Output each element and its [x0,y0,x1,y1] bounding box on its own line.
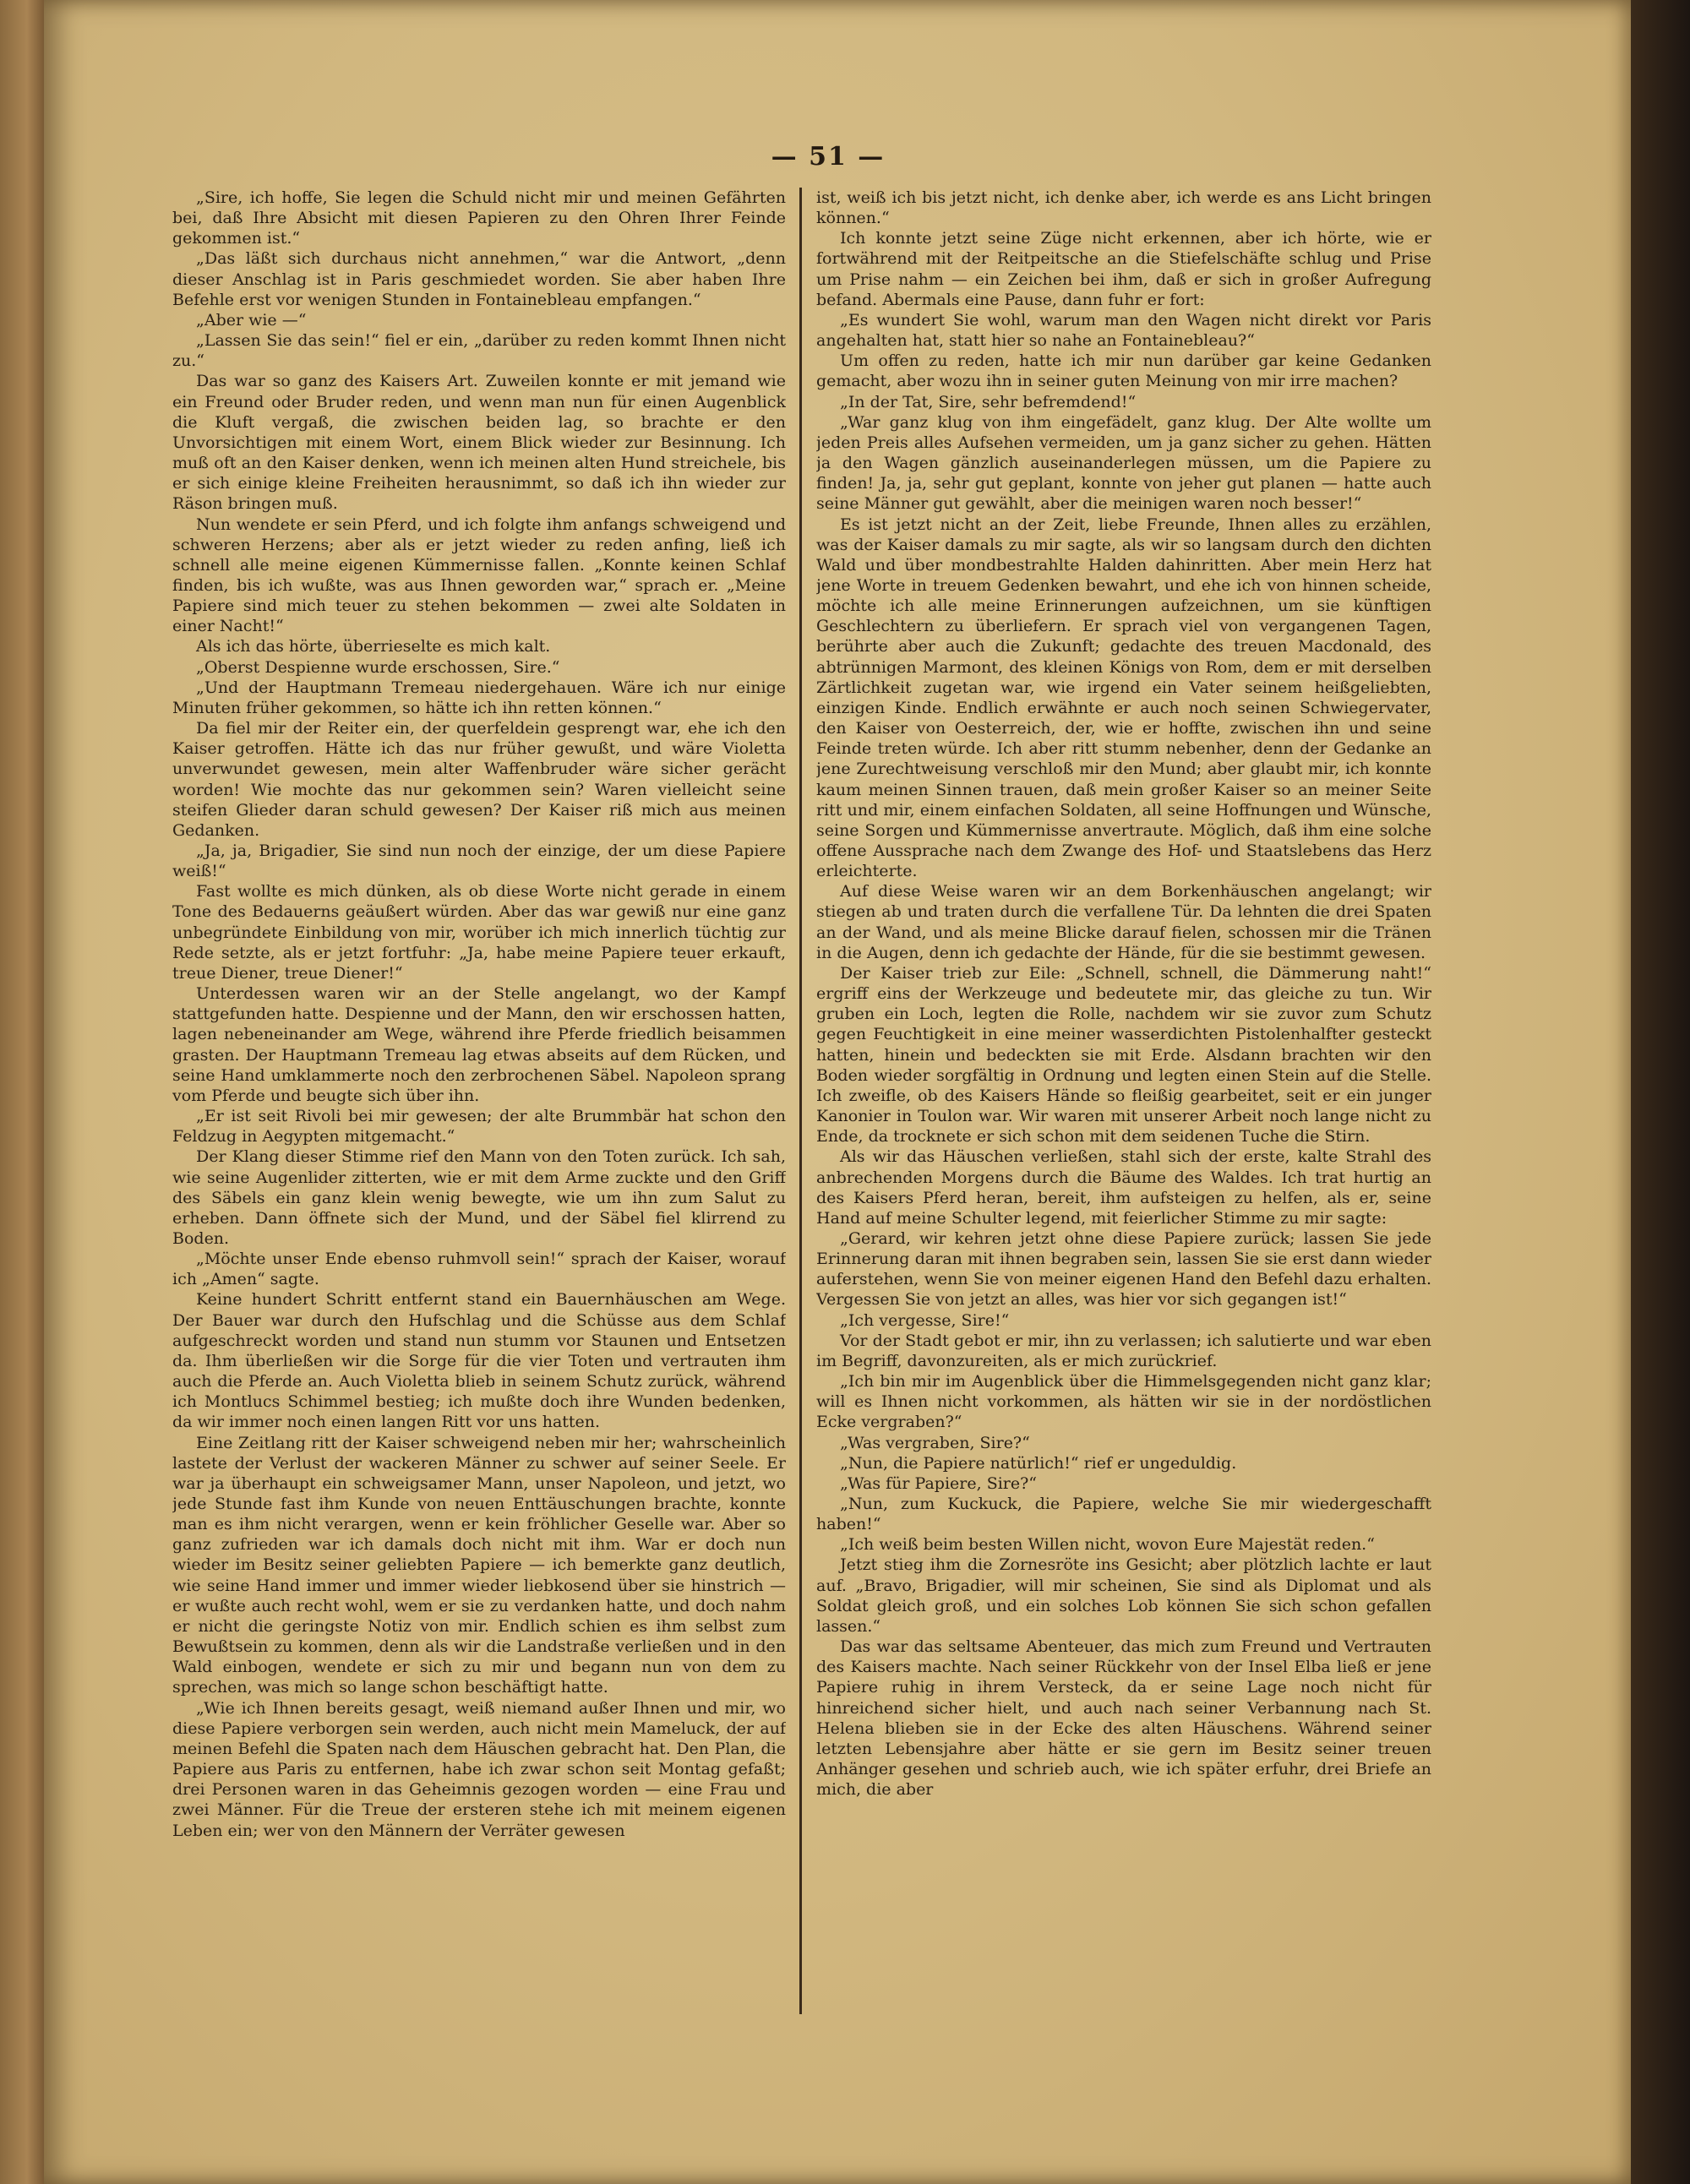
paragraph: „Was für Papiere, Sire?“ [840,1473,1038,1493]
paragraph: Als wir das Häuschen verließen, stahl sich der erste, kalte Strahl des anbrechenden Morgens durch die Bäume des Waldes. Ich trat hurtig an des Kaisers Pferd heran, bereit, ihm aufsteigen zu helfen, als er, seine Hand auf meine Schulter legend, mit feierlicher Stimme zu mir sagte: [816,1147,1431,1228]
paragraph: „Nun, die Papiere natürlich!“ rief er ungeduldig. [840,1453,1237,1473]
page-number: — 51 — [771,142,886,172]
text-column-right [816,188,1431,2025]
paragraph: „Nun, zum Kuckuck, die Papiere, welche Sie mir wiedergeschafft haben!“ [816,1495,1431,1534]
paragraph: Vor der Stadt gebot er mir, ihn zu verlassen; ich salutierte und war eben im Begriff, davonzureiten, als er mich zurückrief. [816,1331,1431,1370]
left-page-edge [0,0,49,2184]
paragraph: Nun wendete er sein Pferd, und ich folgte ihm anfangs schweigend und schweren Herzens; aber als er jetzt wieder zu reden anfing, ließ ich schnell alle meine eigenen Kümmernisse fallen. „Konnte keinen Schlaf finden, bis ich wußte, was aus Ihnen geworden war,“ sprach er. „Meine Papiere sind mich teuer zu stehen bekommen — zwei alte Soldaten in einer Nacht!“ [172,515,786,636]
column-divider [799,188,802,2014]
paragraph: Unterdessen waren wir an der Stelle angelangt, wo der Kampf stattgefunden hatte. Despienne und der Mann, den wir erschossen hatten, lagen nebeneinander am Wege, während ihre Pferde friedlich beisammen grasten. Der Hauptmann Tremeau lag etwas abseits auf dem Rücken, und seine Hand umklammerte noch den zerbrochenen Säbel. Napoleon sprang vom Pferde und beugte sich über ihn. [172,984,786,1105]
paragraph: ist, weiß ich bis jetzt nicht, ich denke aber, ich werde es ans Licht bringen können.“ [816,188,1431,228]
paragraph: „Oberst Despienne wurde erschossen, Sire.“ [196,657,560,677]
right-dark-margin [1631,0,1690,2184]
paragraph: Auf diese Weise waren wir an dem Borkenhäuschen angelangt; wir stiegen ab und traten durch die verfallene Tür. Da lehnten die drei Spaten an der Wand, und als meine Blicke darauf fielen, schossen mir die Tränen in die Augen, denn ich gedachte der Hände, für die sie bestimmt gewesen. [816,882,1431,962]
text-column-left [172,188,786,2025]
paragraph: „Gerard, wir kehren jetzt ohne diese Papiere zurück; lassen Sie jede Erinnerung daran mit ihnen begraben sein, lassen Sie sie erst dann wieder auferstehen, wenn Sie von meiner eigenen Hand den Befehl dazu erhalten. Vergessen Sie von jetzt an alles, was hier vor sich gegangen ist!“ [816,1228,1431,1310]
paragraph: „War ganz klug von ihm eingefädelt, ganz klug. Der Alte wollte um jeden Preis alles Aufsehen vermeiden, um ja ganz sicher zu gehen. Hätten ja den Wagen gänzlich auseinanderlegen müssen, um die Papiere zu finden! Ja, ja, sehr gut geplant, konnte von jeher gut planen — hatte auch seine Männer gut gewählt, aber die meinigen waren noch besser!“ [816,412,1431,514]
paragraph: Um offen zu reden, hatte ich mir nun darüber gar keine Gedanken gemacht, aber wozu ihn in seiner guten Meinung von mir irre machen? [816,351,1431,391]
paragraph: Das war so ganz des Kaisers Art. Zuweilen konnte er mit jemand wie ein Freund oder Bruder reden, und wenn man nun für einen Augenblick die Kluft vergaß, die zwischen beiden lag, so brachte er den Unvorsichtigen mit einem Wort, einem Blick wieder zur Besinnung. Ich muß oft an den Kaiser denken, wenn ich meinen alten Hund streichele, bis er sich einige kleine Freiheiten herausnimmt, so daß ich ihn wieder zur Räson bringen muß. [172,372,786,514]
paragraph: „Und der Hauptmann Tremeau niedergehauen. Wäre ich nur einige Minuten früher gekommen, so hätte ich ihn retten können.“ [172,678,786,717]
paragraph: „Es wundert Sie wohl, warum man den Wagen nicht direkt vor Paris angehalten hat, statt hier so nahe an Fontainebleau?“ [816,310,1431,351]
paragraph: Der Kaiser trieb zur Eile: „Schnell, schnell, die Dämmerung naht!“ ergriff eins der Werkzeuge und bedeutete mir, das gleiche zu tun. Wir gruben ein Loch, legten die Rolle, nachdem wir sie zuvor zum Schutz gegen Feuchtigkeit in eine meiner wasserdichten Pistolenhalfter gesteckt hatten, hinein und bedeckten sie mit Erde. Alsdann brachten wir den Boden wieder sorgfältig in Ordnung und legten einen Stein auf die Stelle. Ich zweifle, ob des Kaisers Hände so fleißig gearbeitet, seit er ein junger Kanonier in Toulon war. Wir waren mit unserer Arbeit noch lange nicht zu Ende, da trocknete er sich schon mit dem seidenen Tuche die Stirn. [816,963,1431,1146]
paragraph: Keine hundert Schritt entfernt stand ein Bauernhäuschen am Wege. Der Bauer war durch den Hufschlag und die Schüsse aus dem Schlaf aufgeschreckt worden und stand nun stumm vor Staunen und Entsetzen da. Ihm überließen wir die Sorge für die vier Toten und vertrauten ihm auch die Pferde an. Auch Violetta blieb in seinem Schutz zurück, während ich Montlucs Schimmel bestieg; ich mußte doch ihre Wunden bedenken, da wir immer noch einen langen Ritt vor uns hatten. [172,1290,786,1432]
paragraph: Eine Zeitlang ritt der Kaiser schweigend neben mir her; wahrscheinlich lastete der Verlust der wackeren Männer zu schwer auf seiner Seele. Er war ja überhaupt ein schweigsamer Mann, unser Napoleon, und jetzt, wo jede Stunde fast ihm Kunde von neuen Enttäuschungen brachte, konnte man es ihm nicht verargen, wenn er kein fröhlicher Geselle war. Aber so ganz zufrieden war ich damals doch nicht mit ihm. War er doch nun wieder im Besitz seiner geliebten Papiere — ich bemerkte ganz deutlich, wie seine Hand immer und immer wieder liebkosend über sie hinstrich — er wußte auch recht wohl, wem er sie zu verdanken hatte, und doch nahm er nicht die geringste Notiz von mir. Endlich schien es ihm selbst zum Bewußtsein zu kommen, denn als wir die Landstraße verließen und in den Wald einbogen, wendete er sich zu mir und begann nun von dem zu sprechen, was mich so lange schon beschäftigt hatte. [172,1433,786,1697]
paragraph: „In der Tat, Sire, sehr befremdend!“ [840,392,1137,411]
paragraph: „Ja, ja, Brigadier, Sie sind nun noch der einzige, der um diese Papiere weiß!“ [172,841,786,881]
paragraph: „Lassen Sie das sein!“ fiel er ein, „darüber zu reden kommt Ihnen nicht zu.“ [172,331,786,371]
paragraph: Fast wollte es mich dünken, als ob diese Worte nicht gerade in einem Tone des Bedauerns geäußert würden. Aber das war gewiß nur eine ganz unbegründete Einbildung von mir, worüber ich mich innerlich tüchtig zur Rede setzte, als er jetzt fortfuhr: „Ja, habe meine Papiere teuer erkauft, treue Diener, treue Diener!“ [172,882,786,983]
paragraph: „Ich vergesse, Sire!“ [840,1310,1010,1330]
paragraph: Der Klang dieser Stimme rief den Mann von den Toten zurück. Ich sah, wie seine Augenlider zitterten, wie er mit dem Arme zuckte und den Griff des Säbels ein ganz klein wenig bewegte, wie um ihn zum Salut zu erheben. Dann öffnete sich der Mund, und der Säbel fiel klirrend zu Boden. [172,1147,786,1248]
paragraph: „Aber wie —“ [196,310,307,330]
paragraph: „Das läßt sich durchaus nicht annehmen,“ war die Antwort, „denn dieser Anschlag ist in Paris geschmiedet worden. Sie aber haben Ihre Befehle erst vor wenigen Stunden in Fontainebleau empfangen.“ [172,249,786,309]
paragraph: „Wie ich Ihnen bereits gesagt, weiß niemand außer Ihnen und mir, wo diese Papiere verborgen sein werden, auch nicht mein Mameluck, der auf meinen Befehl die Spaten nach dem Häuschen gebracht hat. Den Plan, die Papiere aus Paris zu entfernen, habe ich zwar schon seit Montag gefaßt; drei Personen waren in das Geheimnis gezogen worden — eine Frau und zwei Männer. Für die Treue der ersteren stehe ich mit meinem eigenen Leben ein; wer von den Männern der Verräter gewesen [172,1698,786,1840]
paragraph: „Sire, ich hoffe, Sie legen die Schuld nicht mir und meinen Gefährten bei, daß Ihre Absicht mit diesen Papieren zu den Ohren Ihrer Feinde gekommen ist.“ [172,188,786,248]
paragraph: „Ich weiß beim besten Willen nicht, wovon Eure Majestät reden.“ [840,1535,1375,1555]
paragraph: Das war das seltsame Abenteuer, das mich zum Freund und Vertrauten des Kaisers machte. Nach seiner Rückkehr von der Insel Elba ließ er jene Papiere ruhig in ihrem Versteck, da er seine Lage noch nicht für hinreichend sicher hielt, und auch nach seiner Verbannung nach St. Helena blieben sie in der Ecke des alten Häuschens. Während seiner letzten Lebensjahre aber hätte er sie gern im Besitz seiner treuen Anhänger gesehen und schrieb auch, wie ich später erfuhr, drei Briefe an mich, die aber [816,1637,1431,1800]
paragraph: Ich konnte jetzt seine Züge nicht erkennen, aber ich hörte, wie er fortwährend mit der Reitpeitsche an die Stiefelschäfte schlug und Prise um Prise nahm — ein Zeichen bei ihm, daß er sich in großer Aufregung befand. Abermals eine Pause, dann fuhr er fort: [816,229,1431,309]
paragraph: „Er ist seit Rivoli bei mir gewesen; der alte Brummbär hat schon den Feldzug in Aegypten mitgemacht.“ [172,1107,786,1146]
paragraph: Als ich das hörte, überrieselte es mich kalt. [196,637,551,656]
paragraph: Jetzt stieg ihm die Zornesröte ins Gesicht; aber plötzlich lachte er laut auf. „Bravo, Brigadier, will mir scheinen, Sie sind als Diplomat und als Soldat gleich groß, und ein solches Lob können Sie sich schon gefallen lassen.“ [816,1555,1431,1636]
paragraph: Da fiel mir der Reiter ein, der querfeldein gesprengt war, ehe ich den Kaiser getroffen. Hätte ich das nur früher gewußt, und wäre Violetta unverwundet gewesen, mein alter Waffenbruder wäre sicher gerächt worden! Wie mochte das nur gekommen sein? Waren vielleicht seine steifen Glieder daran schuld gewesen? Der Kaiser riß mich aus meinen Gedanken. [172,719,786,840]
paragraph: Es ist jetzt nicht an der Zeit, liebe Freunde, Ihnen alles zu erzählen, was der Kaiser damals zu mir sagte, als wir so langsam durch den dichten Wald und über mondbestrahlte Halden dahinritten. Aber mein Herz hat jene Worte in treuem Gedenken bewahrt, und ehe ich von hinnen scheide, möchte ich alle meine Erinnerungen aufzeichnen, um sie künftigen Geschlechtern zu überliefern. Er sprach viel von vergangenen Tagen, berührte aber auch die Zukunft; gedachte des treuen Macdonald, des abtrünnigen Marmont, des kleinen Königs von Rom, dem er mit derselben Zärtlichkeit zugetan war, wie irgend ein Vater seinem heißgeliebten, einzigen Kinde. Endlich erwähnte er auch noch seinen Schwiegervater, den Kaiser von Oesterreich, der, wie er hoffte, zwischen ihn und seine Feinde treten würde. Ich aber ritt stumm nebenher, denn der Gedanke an jene Zurechtweisung verschloß mir den Mund; aber glaubt mir, ich konnte kaum meinen Sinnen trauen, daß mein großer Kaiser so an meiner Seite ritt und mir, einem einfachen Soldaten, all seine Hoffnungen und Wünsche, seine Sorgen und Kümmernisse anvertraute. Möglich, daß ihm eine solche offene Aussprache nach dem Zwange des Hof- und Staatslebens das Herz erleichterte. [816,515,1431,881]
paragraph: „Möchte unser Ende ebenso ruhmvoll sein!“ sprach der Kaiser, worauf ich „Amen“ sagte. [172,1250,786,1289]
paragraph: „Ich bin mir im Augenblick über die Himmelsgegenden nicht ganz klar; will es Ihnen nicht vorkommen, als hätten wir sie in der nordöstlichen Ecke vergraben?“ [816,1372,1431,1432]
paragraph: „Was vergraben, Sire?“ [840,1433,1030,1452]
